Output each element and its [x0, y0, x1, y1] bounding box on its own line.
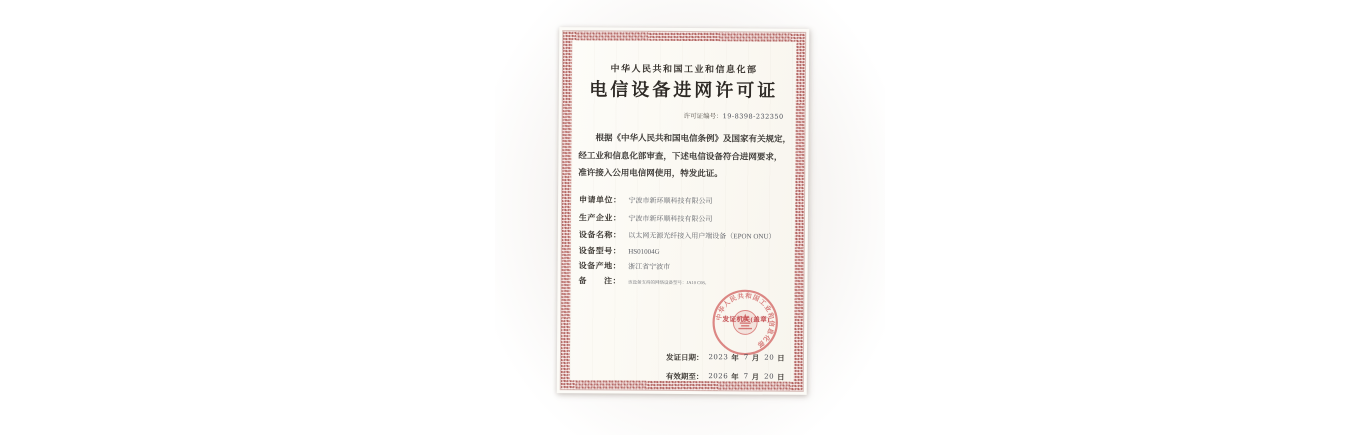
year-unit: 年 [731, 372, 739, 382]
day-unit: 日 [777, 372, 785, 382]
body-line: 经工业和信息化部审查，下述电信设备符合进网要求， [578, 149, 783, 162]
field-value: 浙江省宁波市 [628, 262, 671, 271]
field-value: 宁波市新环顺科技有限公司 [628, 214, 713, 224]
field-label: 设备产地： [578, 261, 622, 271]
license-number-label: 许可证编号： [683, 113, 723, 121]
expiry-month: 7 [743, 371, 749, 380]
expiry-year: 2026 [708, 371, 729, 380]
certificate [557, 27, 810, 395]
day-unit: 日 [777, 353, 785, 363]
field-label: 备 注： [578, 276, 622, 286]
field-value: 宁波市新环顺科技有限公司 [628, 196, 713, 206]
month-unit: 月 [751, 353, 760, 363]
field-value: 该设备支持的网络设备型号：JA10 C08。 [627, 279, 710, 286]
field-row-remark [578, 270, 709, 289]
field-row-manufacturer [579, 207, 713, 226]
month-unit: 月 [751, 372, 760, 382]
issue-date-label: 发证日期： [665, 352, 704, 363]
field-label: 生产企业： [578, 213, 622, 223]
seal-ring-text: 中华人民共和国工业和信息化部 [715, 292, 775, 349]
body-line: 根据《中华人民共和国电信条例》及国家有关规定， [595, 132, 792, 144]
expiry-day: 20 [764, 372, 775, 381]
expiry-date-row [666, 366, 785, 385]
seal-overlay-text: 发证机关(盖章) [722, 316, 770, 324]
license-number-line [684, 111, 784, 121]
issuer-name: 中华人民共和国工业和信息化部 [610, 63, 758, 75]
certificate-body [578, 129, 792, 183]
field-row-applicant [579, 189, 713, 208]
expiry-date-label: 有效期至： [665, 371, 704, 382]
field-label: 申请单位： [579, 195, 622, 205]
field-label: 设备型号： [578, 246, 622, 256]
license-number-value: 19-8398-232350 [722, 112, 784, 121]
issue-day: 20 [764, 353, 775, 362]
certificate-paper [570, 40, 796, 382]
body-line: 准许接入公用电信网使用，特发此证。 [578, 167, 723, 179]
field-value: HS01004G [628, 247, 660, 256]
ornate-border [561, 31, 805, 391]
certificate-title: 电信设备进网许可证 [589, 79, 779, 101]
year-unit: 年 [731, 353, 739, 363]
field-label: 设备名称： [578, 230, 622, 240]
issue-date-row [666, 347, 785, 366]
field-value: 以太网无源光纤接入用户端设备（EPON ONU） [628, 231, 776, 241]
issue-month: 7 [743, 352, 749, 361]
issue-year: 2023 [708, 352, 729, 361]
certificate-content [570, 40, 796, 382]
